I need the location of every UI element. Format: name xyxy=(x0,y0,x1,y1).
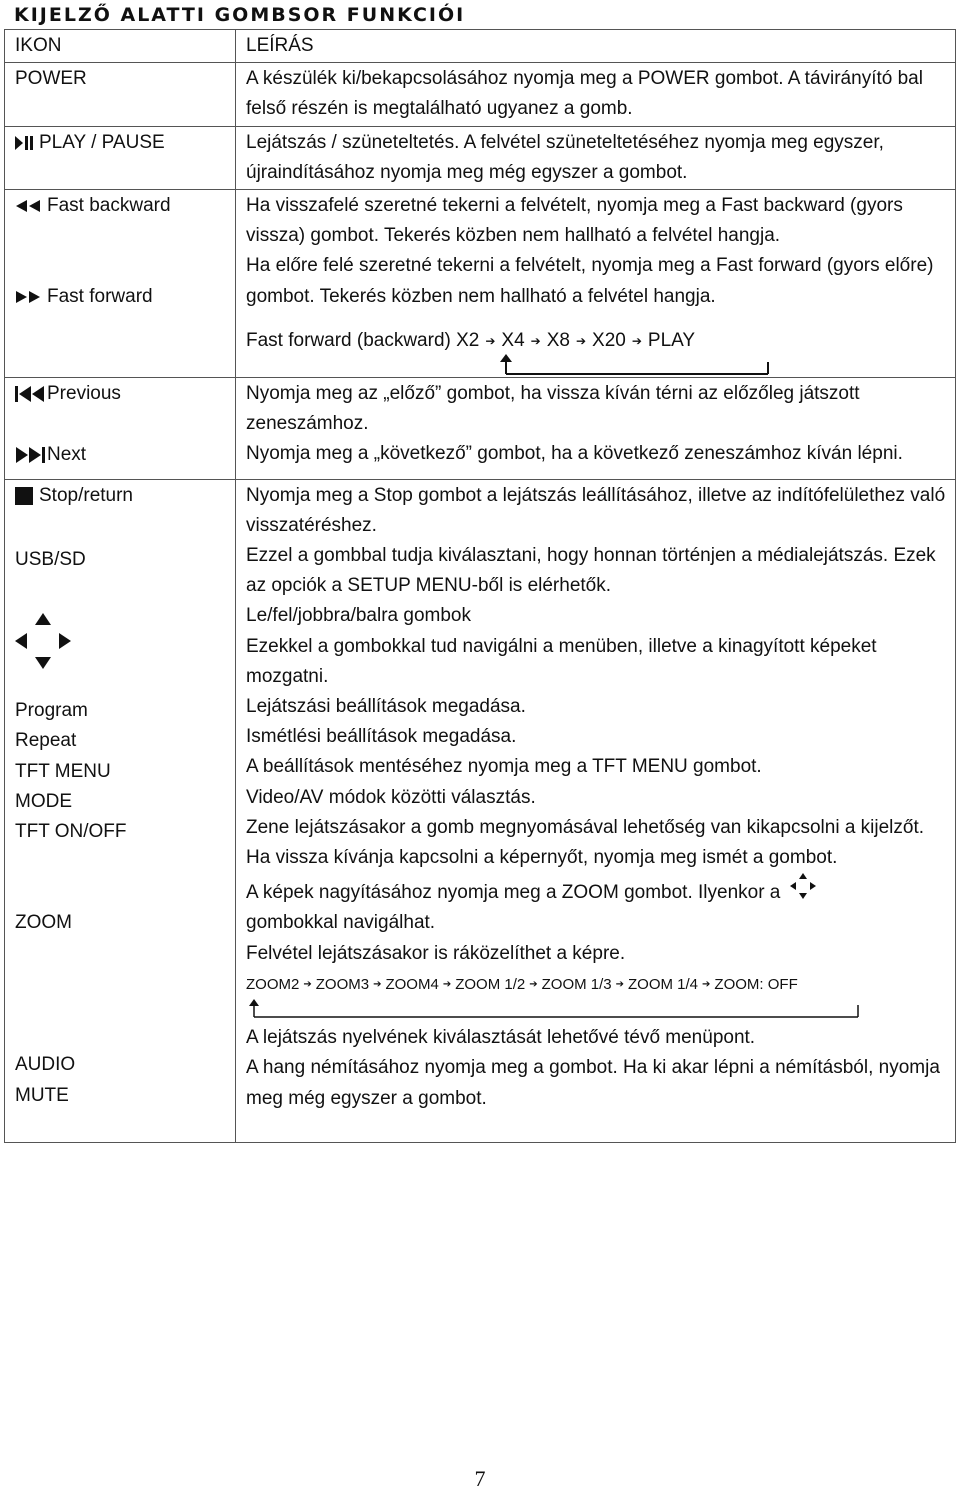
header-description: LEÍRÁS xyxy=(236,30,956,63)
zoom-step: ZOOM: OFF xyxy=(714,975,798,993)
nav-desc: Ezekkel a gombokkal tud navigálni a menüben, illetve a kinagyított képeket mozgatni. xyxy=(246,635,877,687)
repeat-desc: Ismétlési beállítások megadása. xyxy=(246,726,517,748)
audio-desc: A lejátszás nyelvének kiválasztását lehetővé tévő menüpont. xyxy=(246,1027,756,1049)
speed-step: X4 xyxy=(501,329,525,351)
previous-desc: Nyomja meg az „előző” gombot, ha vissza kíván térni az előzőleg játszott zeneszámhoz. xyxy=(246,383,860,435)
arrow-right-icon: ➔ xyxy=(702,978,711,990)
audio-label: AUDIO xyxy=(15,1054,76,1076)
direction-pad-small-icon xyxy=(790,873,816,899)
prev-next-desc-cell xyxy=(236,378,956,480)
descs-cell xyxy=(236,479,956,1142)
speed-label: Fast forward (backward) X2 xyxy=(246,329,480,351)
row-power xyxy=(5,63,956,126)
previous-label: Previous xyxy=(47,383,121,405)
next-track-icon xyxy=(15,447,45,463)
tftmenu-label: TFT MENU xyxy=(15,760,111,782)
stop-icon xyxy=(15,487,33,505)
zoom-sequence xyxy=(246,974,798,996)
mode-label: MODE xyxy=(15,790,72,812)
arrow-right-icon: ➔ xyxy=(631,333,642,348)
fast-backward-label: Fast backward xyxy=(47,195,171,217)
zoom-desc-3: Felvétel lejátszásakor is ráközelíthet a képre. xyxy=(246,942,626,964)
button-function-table xyxy=(4,29,956,1143)
table-header-row xyxy=(5,30,956,63)
zoom-step: ZOOM2 xyxy=(246,975,300,993)
arrow-right-icon: ➔ xyxy=(615,978,625,990)
arrow-right-icon: ➔ xyxy=(303,978,312,990)
loop-back-arrow-icon xyxy=(496,354,796,376)
row-play-pause xyxy=(5,126,956,189)
header-icon: IKON xyxy=(5,30,236,63)
arrow-right-icon: ➔ xyxy=(530,333,541,348)
section-heading: KIJELZŐ ALATTI GOMBSOR FUNKCIÓI xyxy=(14,4,466,26)
zoom-label: ZOOM xyxy=(15,912,72,934)
play-pause-icon xyxy=(15,136,33,150)
zoom-step: ZOOM4 xyxy=(385,975,439,993)
mute-label: MUTE xyxy=(15,1084,69,1106)
tftonoff-label: TFT ON/OFF xyxy=(15,820,127,842)
play-pause-label: PLAY / PAUSE xyxy=(39,131,165,153)
repeat-label: Repeat xyxy=(15,730,77,752)
fast-backward-desc: Ha visszafelé szeretné tekerni a felvételt, nyomja meg a Fast backward (gyors vissza) gombot. Tekerés közben nem hallható a felvétel hangja. xyxy=(246,195,903,247)
arrow-right-icon: ➔ xyxy=(529,978,538,990)
stop-label: Stop/return xyxy=(39,484,133,506)
tftmenu-desc: A beállítások mentéséhez nyomja meg a TFT MENU gombot. xyxy=(246,756,762,778)
zoom-desc-2: gombokkal navigálhat. xyxy=(246,912,436,934)
fast-desc-cell xyxy=(236,190,956,378)
fast-backward-icon xyxy=(15,200,41,212)
stop-desc: Nyomja meg a Stop gombot a lejátszás leállításához, illetve az indítófelülethez való visszatéréshez. xyxy=(246,484,946,536)
arrow-right-icon: ➔ xyxy=(485,333,496,348)
speed-step: PLAY xyxy=(647,329,696,351)
zoom-loop-arrow-icon xyxy=(246,999,896,1019)
page-number: 7 xyxy=(474,1466,486,1491)
power-desc: A készülék ki/bekapcsolásához nyomja meg a POWER gombot. A távirányító bal felső részén is megtalálható ugyanez a gomb. xyxy=(236,63,956,126)
arrow-right-icon: ➔ xyxy=(442,978,452,990)
arrow-right-icon: ➔ xyxy=(575,333,587,348)
speed-sequence xyxy=(246,326,695,356)
tftonoff-desc: Zene lejátszásakor a gomb megnyomásával lehetőség van kikapcsolni a kijelzőt. Ha vissza kívánja kapcsolni a képernyőt, nyomja meg ismét a gombot. xyxy=(246,816,925,869)
program-label: Program xyxy=(15,700,88,722)
zoom-desc-1: A képek nagyításához nyomja meg a ZOOM gombot. Ilyenkor a xyxy=(246,882,781,904)
prev-next-cell xyxy=(5,378,236,480)
zoom-step: ZOOM 1/2 xyxy=(455,975,526,993)
row-previous-next xyxy=(5,378,956,480)
row-fast-backward-forward xyxy=(5,190,956,378)
usbsd-label: USB/SD xyxy=(15,548,86,570)
fast-forward-desc: Ha előre felé szeretné tekerni a felvételt, nyomja meg a Fast forward (gyors előre) gombot. Tekerés közben nem hallható a felvétel hangja. xyxy=(246,255,934,307)
previous-track-icon xyxy=(15,386,45,402)
speed-step: X8 xyxy=(546,329,570,351)
fast-forward-label: Fast forward xyxy=(47,286,153,308)
zoom-step: ZOOM 1/4 xyxy=(628,975,699,993)
fast-forward-icon xyxy=(15,291,41,303)
direction-pad-icon xyxy=(15,613,71,669)
nav-title: Le/fel/jobbra/balra gombok xyxy=(246,605,471,627)
play-pause-desc: Lejátszás / szüneteltetés. A felvétel szüneteltetéséhez nyomja meg egyszer, újraindításához nyomja meg még egyszer a gombot. xyxy=(236,126,956,189)
next-desc: Nyomja meg a „következő” gombot, ha a következő zeneszámhoz kíván lépni. xyxy=(246,443,903,465)
speed-step: X20 xyxy=(592,329,626,351)
zoom-step: ZOOM 1/3 xyxy=(541,975,612,993)
zoom-step: ZOOM3 xyxy=(315,975,370,993)
row-stop-to-mute xyxy=(5,479,956,1142)
program-desc: Lejátszási beállítások megadása. xyxy=(246,696,526,718)
names-cell xyxy=(5,479,236,1142)
play-pause-cell xyxy=(5,126,236,189)
arrow-right-icon: ➔ xyxy=(373,978,382,990)
mute-desc: A hang némításához nyomja meg a gombot. Ha ki akar lépni a némításból, nyomja meg még egyszer a gombot. xyxy=(246,1057,940,1109)
usbsd-desc: Ezzel a gombbal tudja kiválasztani, hogy honnan történjen a médialejátszás. Ezek az opciók a SETUP MENU-ből is elérhetők. xyxy=(246,545,936,597)
power-label: POWER xyxy=(5,63,236,126)
mode-desc: Video/AV módok közötti választás. xyxy=(246,786,536,808)
fast-cells xyxy=(5,190,236,378)
next-label: Next xyxy=(47,444,87,466)
